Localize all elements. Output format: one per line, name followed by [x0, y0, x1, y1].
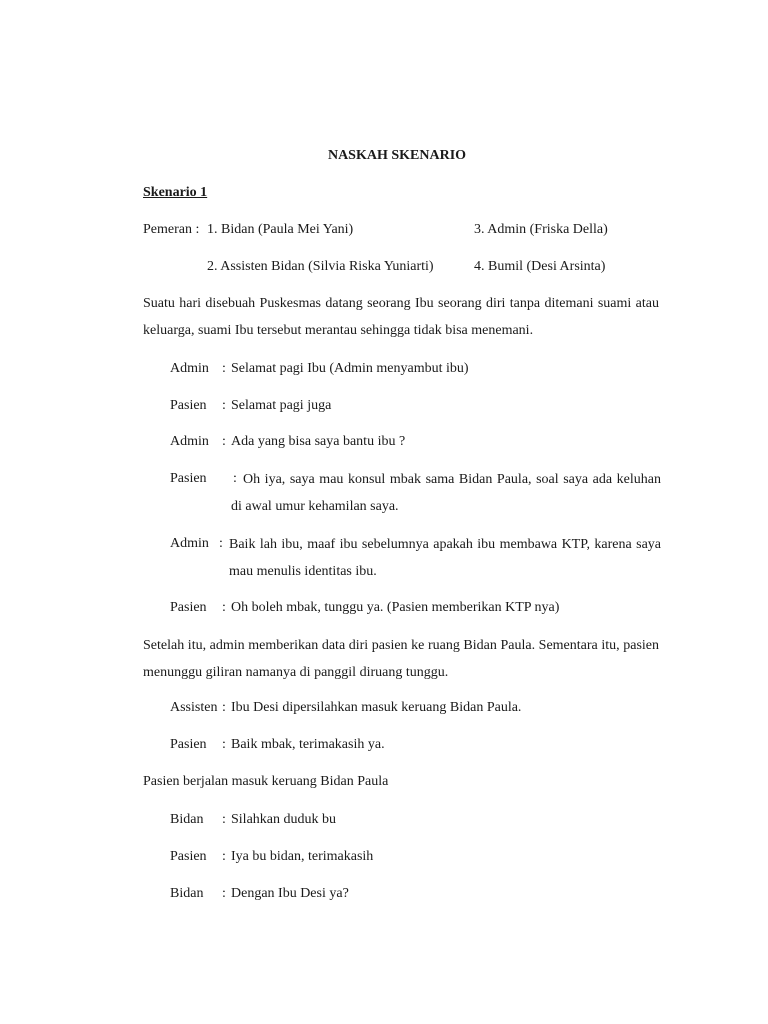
dialog-colon: :	[219, 536, 223, 551]
cast-item-1: 1. Bidan (Paula Mei Yani)	[207, 222, 354, 237]
dialog-colon: :	[222, 600, 226, 615]
dialog-line: Silahkan duduk bu	[231, 812, 336, 827]
dialog-speaker: Pasien	[170, 737, 207, 752]
dialog-line: Iya bu bidan, terimakasih	[231, 849, 374, 864]
dialog-speaker: Pasien	[170, 600, 207, 615]
dialog-speaker: Bidan	[170, 886, 204, 901]
dialog-speaker: Pasien	[170, 849, 207, 864]
scenario-heading: Skenario 1	[143, 185, 208, 200]
dialog-colon: :	[222, 434, 226, 449]
cast-label: Pemeran :	[143, 222, 200, 237]
dialog-colon: :	[222, 886, 226, 901]
dialog-line: Selamat pagi juga	[231, 398, 332, 413]
dialog-speaker: Pasien	[170, 398, 207, 413]
dialog-line: Ibu Desi dipersilahkan masuk keruang Bidan Paula.	[231, 700, 522, 715]
dialog-line: Dengan Ibu Desi ya?	[231, 886, 349, 901]
dialog-speaker: Admin	[170, 361, 209, 376]
narration-line: Pasien berjalan masuk keruang Bidan Paula	[143, 774, 389, 789]
dialog-line: Baik lah ibu, maaf ibu sebelumnya apakah ibu membawa KTP, karena saya mau menulis identitas ibu.	[229, 537, 661, 579]
dialog-line: Oh boleh mbak, tunggu ya. (Pasien memberikan KTP nya)	[231, 600, 560, 615]
dialog-colon: :	[222, 398, 226, 413]
dialog-colon: :	[222, 737, 226, 752]
narration-paragraph: Setelah itu, admin memberikan data diri pasien ke ruang Bidan Paula. Sementara itu, pasien menunggu giliran namanya di panggil diruang tunggu.	[143, 638, 659, 680]
dialog-line: Oh iya, saya mau konsul mbak sama Bidan Paula, soal saya ada keluhan di awal umur kehamilan saya.	[231, 472, 661, 514]
intro-paragraph: Suatu hari disebuah Puskesmas datang seorang Ibu seorang diri tanpa ditemani suami atau keluarga, suami Ibu tersebut merantau sehingga tidak bisa menemani.	[143, 296, 659, 338]
dialog-line: Baik mbak, terimakasih ya.	[231, 737, 385, 752]
dialog-speaker: Admin	[170, 434, 209, 449]
dialog-speaker: Pasien	[170, 471, 207, 486]
cast-item-3: 3. Admin (Friska Della)	[474, 222, 608, 237]
dialog-line: Ada yang bisa saya bantu ibu ?	[231, 434, 406, 449]
dialog-colon: :	[222, 812, 226, 827]
cast-item-2: 2. Assisten Bidan (Silvia Riska Yuniarti)	[207, 259, 434, 274]
cast-item-4: 4. Bumil (Desi Arsinta)	[474, 259, 606, 274]
dialog-colon: :	[222, 361, 226, 376]
dialog-speaker: Assisten	[170, 700, 218, 715]
dialog-colon: :	[233, 471, 237, 486]
dialog-speaker: Bidan	[170, 812, 204, 827]
dialog-colon: :	[222, 849, 226, 864]
dialog-colon: :	[222, 700, 226, 715]
page-title: NASKAH SKENARIO	[327, 148, 467, 163]
dialog-speaker: Admin	[170, 536, 209, 551]
dialog-line: Selamat pagi Ibu (Admin menyambut ibu)	[231, 361, 469, 376]
